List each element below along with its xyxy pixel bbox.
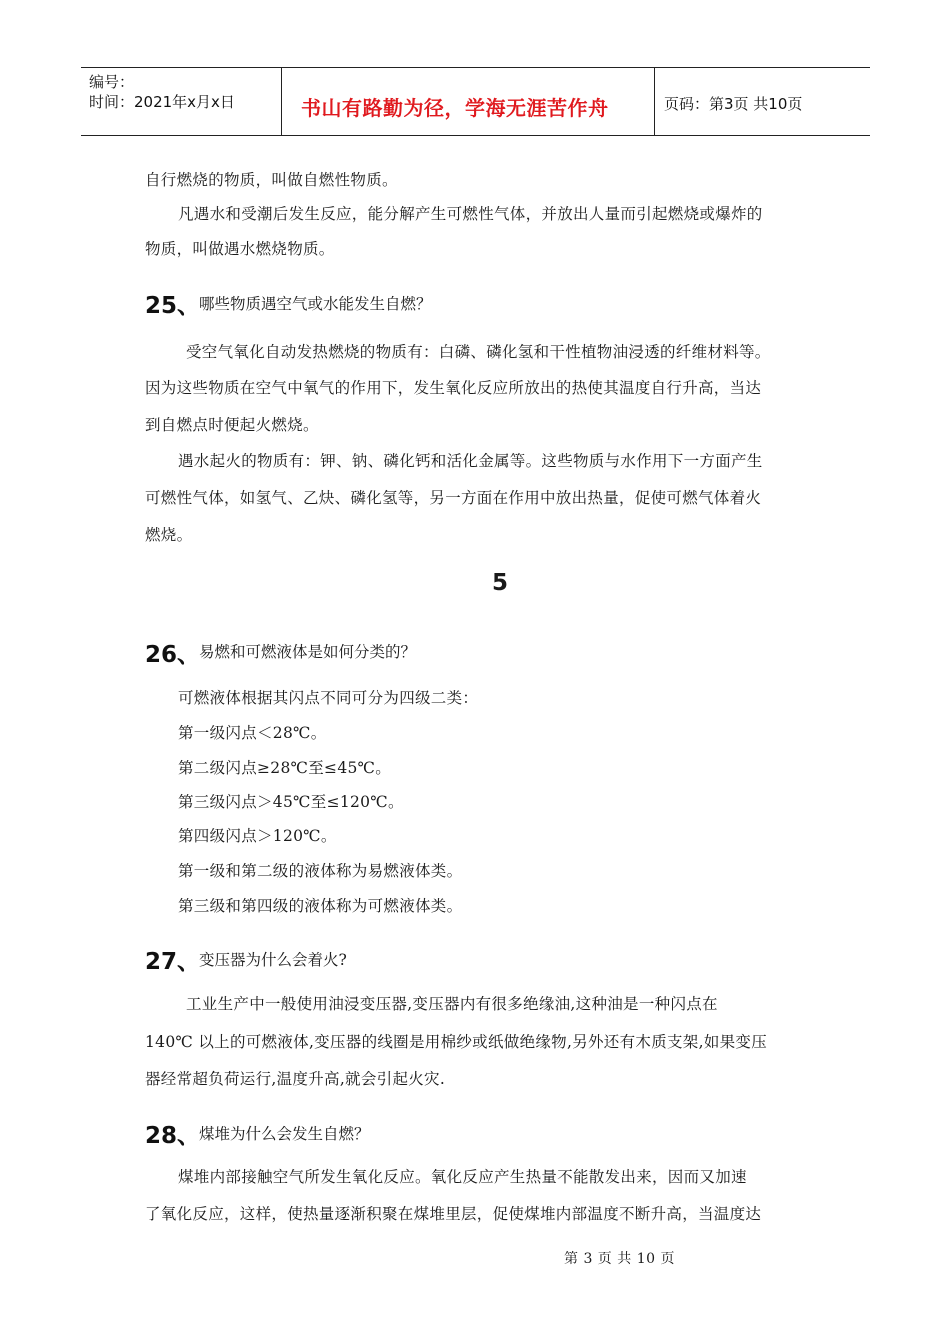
intro-line-1: 自行燃烧的物质，叫做自燃性物质。 (145, 171, 398, 189)
header-divider-left (281, 67, 282, 136)
header-number-label: 编号： (89, 73, 135, 91)
header-top-border (81, 67, 870, 68)
answer-27-line-1: 工业生产中一般使用油浸变压器,变压器内有很多绝缘油,这种油是一种闪点在 (186, 995, 718, 1013)
question-26-number: 26、 (145, 642, 201, 668)
header-bottom-border (81, 135, 870, 136)
question-28-text: 煤堆为什么会发生自燃？ (199, 1125, 370, 1143)
intro-line-2: 凡遇水和受潮后发生反应，能分解产生可燃性气体，并放出人量而引起燃烧或爆炸的 (178, 205, 763, 223)
question-26-text: 易燃和可燃液体是如何分类的？ (199, 643, 417, 661)
question-27-number: 27、 (145, 949, 201, 975)
question-28-number: 28、 (145, 1123, 201, 1149)
answer-25-line-6: 燃烧。 (145, 526, 193, 544)
answer-26-line-4: 第三级闪点＞45℃至≤120℃。 (178, 793, 404, 811)
intro-line-3: 物质，叫做遇水燃烧物质。 (145, 240, 335, 258)
answer-26-line-1: 可燃液体根据其闪点不同可分为四级二类： (178, 689, 479, 707)
answer-28-line-2: 了氧化反应，这样，使热量逐渐积聚在煤堆里层，促使煤堆内部温度不断升高，当温度达 (145, 1205, 762, 1223)
answer-28-line-1: 煤堆内部接触空气所发生氧化反应。氧化反应产生热量不能散发出来，因而又加速 (178, 1168, 747, 1186)
answer-25-line-1: 受空气氧化自动发热燃烧的物质有：白磷、磷化氢和干性植物油浸透的纤维材料等。 (186, 343, 771, 361)
section-number: 5 (492, 570, 509, 596)
answer-27-line-3: 器经常超负荷运行,温度升高,就会引起火灾. (145, 1070, 446, 1088)
answer-26-line-6: 第一级和第二级的液体称为易燃液体类。 (178, 862, 463, 880)
question-27-text: 变压器为什么会着火? (199, 951, 347, 969)
header-divider-right (654, 67, 655, 136)
header-date: 时间：2021年x月x日 (89, 93, 235, 111)
page-footer: 第 3 页 共 10 页 (564, 1251, 675, 1267)
answer-25-line-3: 到自燃点时便起火燃烧。 (145, 416, 319, 434)
answer-26-line-3: 第二级闪点≥28℃至≤45℃。 (178, 759, 392, 777)
question-25-number: 25、 (145, 293, 201, 319)
answer-26-line-7: 第三级和第四级的液体称为可燃液体类。 (178, 897, 463, 915)
header-page-info: 页码：第3页 共10页 (664, 95, 803, 113)
answer-26-line-5: 第四级闪点＞120℃。 (178, 827, 337, 845)
answer-25-line-4: 遇水起火的物质有：钾、钠、磷化钙和活化金属等。这些物质与水作用下一方面产生 (178, 452, 763, 470)
header-motto: 书山有路勤为径，学海无涯苦作舟 (301, 96, 609, 120)
answer-25-line-2: 因为这些物质在空气中氧气的作用下，发生氧化反应所放出的热使其温度自行升高，当达 (145, 379, 762, 397)
answer-25-line-5: 可燃性气体，如氢气、乙炔、磷化氢等，另一方面在作用中放出热量，促使可燃气体着火 (145, 489, 762, 507)
answer-27-line-2: 140℃ 以上的可燃液体,变压器的线圈是用棉纱或纸做绝缘物,另外还有木质支架,如果变压 (145, 1033, 768, 1051)
question-25-text: 哪些物质遇空气或水能发生自燃？ (199, 295, 432, 313)
answer-26-line-2: 第一级闪点＜28℃。 (178, 724, 327, 742)
